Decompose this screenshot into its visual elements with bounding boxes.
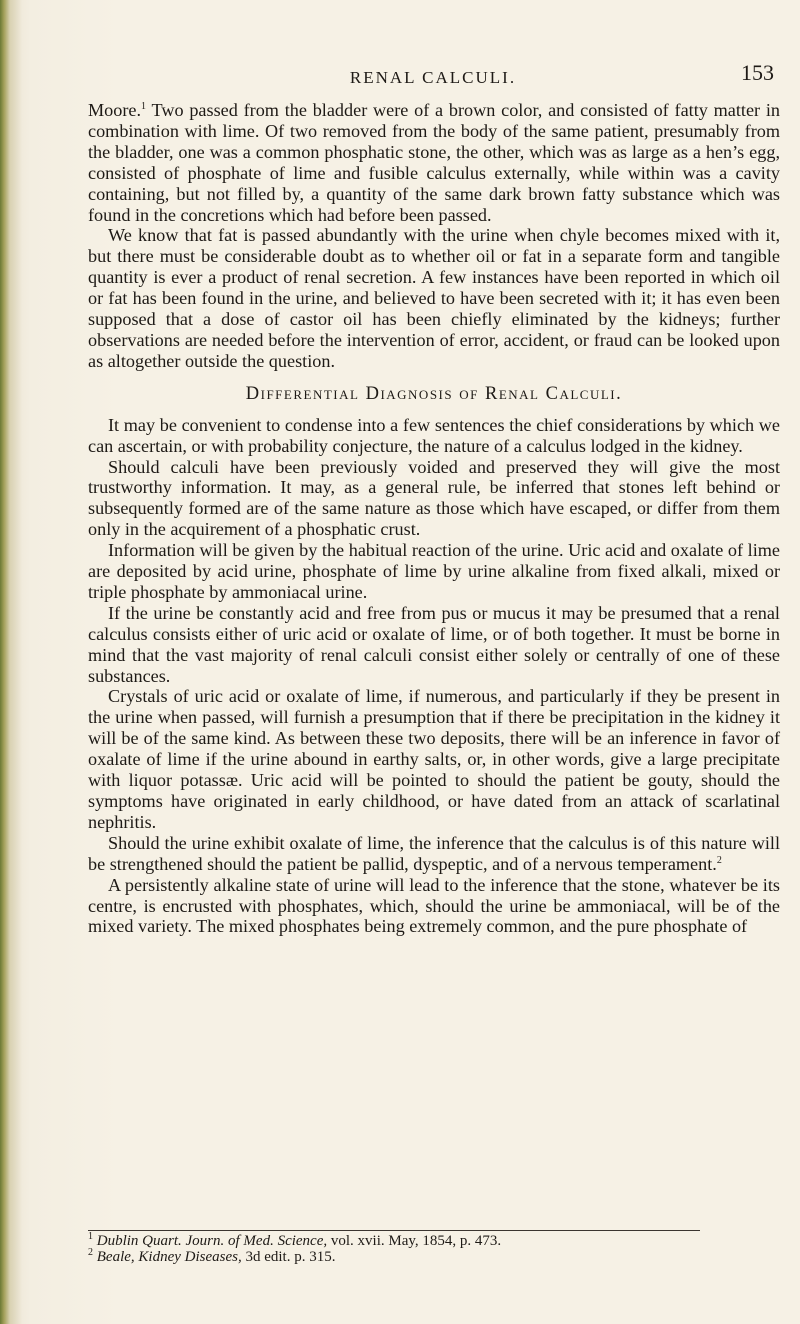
footnote-1-marker: 1 <box>88 1231 93 1242</box>
page-number: 153 <box>741 60 774 85</box>
paragraph-1-text: Two passed from the bladder were of a brown color, and consisted of fatty matter in combination with lime. Of two removed from the body of the same patient, presumably from the bladder, one was a common phosphatic stone, the other, which was as large as a hen’s egg, consisted of phosphate of lime and fusible calculus externally, while within was a cavity containing, but not filled by, a quantity of the same dark brown fatty substance which was found in the concretions which had before been passed. <box>88 100 780 225</box>
page-body <box>88 100 780 937</box>
paragraph-1 <box>88 100 780 225</box>
footnote-1-rest: vol. xvii. May, 1854, p. 473. <box>327 1233 502 1249</box>
footnote-divider <box>88 1230 700 1231</box>
footnote-1 <box>88 1233 788 1249</box>
paragraph-6: If the urine be constantly acid and free from pus or mucus it may be presumed that a renal calculus consists either of uric acid or oxalate of lime, or of both together. It must be borne in mind that the vast majority of renal calculi consist either solely or centrally of one of these substances. <box>88 602 780 686</box>
paragraph-3: It may be convenient to condense into a few sentences the chief considerations by which we can ascertain, or with probability conjecture, the nature of a calculus lodged in the kidney. <box>88 414 780 456</box>
section-heading: Differential Diagnosis of Renal Calculi. <box>245 383 623 404</box>
footnote-2 <box>88 1249 788 1265</box>
page-binding-edge <box>0 0 22 1324</box>
paragraph-8 <box>88 833 780 875</box>
paragraph-4: Should calculi have been previously voided and preserved they will give the most trustworthy information. It may, as a general rule, be inferred that stones left behind or subsequently formed are of the same nature as those which have escaped, or differ from them only in the acquirement of a phosphatic crust. <box>88 456 780 540</box>
footnote-2-title: Beale, Kidney Diseases, <box>96 1249 242 1265</box>
running-title: RENAL CALCULI. <box>349 68 517 87</box>
page-header <box>88 60 778 98</box>
footnote-ref-1: 1 <box>141 100 147 112</box>
footnotes <box>88 1233 788 1265</box>
paragraph-9: A persistently alkaline state of urine will lead to the inference that the stone, whatever be its centre, is encrusted with phosphates, which, should the urine be ammoniacal, will be of the mixed variety. The mixed phosphates being extremely common, and the pure phosphate of <box>88 874 780 937</box>
paragraph-2: We know that fat is passed abundantly with the urine when chyle becomes mixed with it, but there must be considerable doubt as to whether oil or fat in a separate form and tangible quantity is ever a product of renal secretion. A few instances have been reported in which oil or fat has been found in the urine, and believed to have been secreted with it; it has even been supposed that a dose of castor oil has been chiefly eliminated by the kidneys; further observations are needed before the intervention of error, accident, or fraud can be looked upon as altogether outside the question. <box>88 225 780 371</box>
paragraph-7: Crystals of uric acid or oxalate of lime, if numerous, and particularly if they be present in the urine when passed, will furnish a presumption that if there be precipitation in the kidney it will be of the same kind. As between these two deposits, there will be an inference in favor of oxalate of lime if the urine abound in earthy salts, or, in other words, give a large precipitate with liquor potassæ. Uric acid will be pointed to should the patient be gouty, should the symptoms have originated in early childhood, or have dated from an attack of scarlatinal nephritis. <box>88 686 780 832</box>
footnote-2-marker: 2 <box>88 1247 93 1258</box>
footnote-ref-2: 2 <box>716 854 722 866</box>
footnote-2-rest: 3d edit. p. 315. <box>241 1249 336 1265</box>
footnote-1-title: Dublin Quart. Journ. of Med. Science, <box>96 1233 328 1249</box>
paragraph-1-lead: Moore. <box>88 100 142 120</box>
paragraph-5: Information will be given by the habitual reaction of the urine. Uric acid and oxalate of lime are deposited by acid urine, phosphate of lime by urine alkaline from fixed alkali, mixed or triple phosphate by ammoniacal urine. <box>88 540 780 602</box>
paragraph-8-text: Should the urine exhibit oxalate of lime, the inference that the calculus is of this nature will be strengthened should the patient be pallid, dyspeptic, and of a nervous temperament. <box>88 832 780 874</box>
